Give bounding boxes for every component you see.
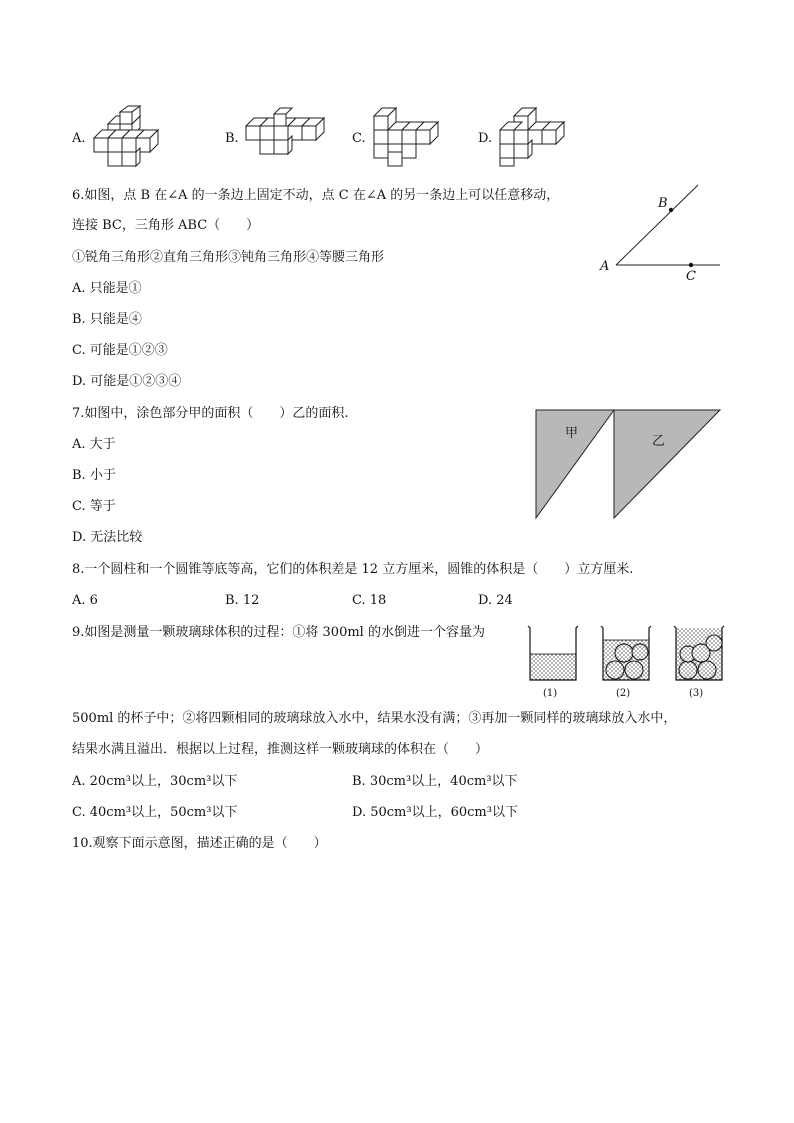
q8-option-d[interactable]: D. 24: [478, 593, 513, 608]
q7-shaded-figure: [534, 408, 722, 520]
q7-stem: 7.如图中，涂色部分甲的面积（ ）乙的面积.: [72, 406, 349, 421]
label-a: A: [600, 259, 610, 274]
q10-stem: 10.观察下面示意图，描述正确的是（ ）: [72, 836, 327, 851]
q7-option-b[interactable]: B. 小于: [72, 468, 116, 483]
q6-option-a[interactable]: A. 只能是①: [72, 281, 142, 296]
q8-option-b[interactable]: B. 12: [225, 593, 260, 608]
q6-option-b[interactable]: B. 只能是④: [72, 312, 142, 327]
q6-stem-line2: 连接 BC，三角形 ABC（ ）: [72, 218, 260, 233]
shape-yi: [614, 410, 720, 518]
label-b: B: [658, 196, 668, 211]
q9-option-d[interactable]: D. 50cm³以上，60cm³以下: [352, 805, 518, 820]
q7-option-d[interactable]: D. 无法比较: [72, 530, 143, 545]
cup-3: [674, 626, 724, 680]
q5-option-a-cubes: [90, 106, 170, 170]
q9-cups-figure: [525, 624, 725, 700]
label-yi: 乙: [652, 434, 666, 449]
q5-option-d-label: D.: [478, 131, 493, 146]
q8-option-c[interactable]: C. 18: [352, 593, 387, 608]
point-b: [669, 208, 673, 212]
q6-angle-figure: [598, 180, 728, 285]
q7-option-a[interactable]: A. 大于: [72, 437, 116, 452]
cup-2-caption: (2): [616, 688, 631, 699]
q5-option-d-cubes: [496, 104, 576, 170]
q5-option-c-cubes: [370, 104, 450, 170]
cup-3-caption: (3): [689, 688, 704, 699]
q9-stem-line2: 500ml 的杯子中；②将四颗相同的玻璃球放入水中，结果水没有满；③再加一颗同样的玻璃球放入水中，: [72, 711, 677, 726]
q5-option-c-label: C.: [352, 131, 366, 146]
cup-1-caption: (1): [543, 688, 558, 699]
point-c: [689, 263, 693, 267]
q9-option-c[interactable]: C. 40cm³以上，50cm³以下: [72, 805, 238, 820]
cup-2: [601, 626, 651, 680]
q5-option-a-label: A.: [72, 131, 86, 146]
q9-stem-line3: 结果水满且溢出．根据以上过程，推测这样一颗玻璃球的体积在（ ）: [72, 742, 489, 757]
q6-stem-line1: 6.如图，点 B 在∠A 的一条边上固定不动，点 C 在∠A 的另一条边上可以任意移动，: [72, 188, 560, 203]
q9-option-b[interactable]: B. 30cm³以上，40cm³以下: [352, 774, 518, 789]
q8-stem: 8.一个圆柱和一个圆锥等底等高，它们的体积差是 12 立方厘米，圆锥的体积是（ ）立方厘米.: [72, 562, 634, 577]
q6-option-c[interactable]: C. 可能是①②③: [72, 343, 168, 358]
q9-option-a[interactable]: A. 20cm³以上，30cm³以下: [72, 774, 238, 789]
label-jia: 甲: [565, 426, 579, 441]
q5-option-b-cubes: [244, 112, 328, 166]
q6-option-d[interactable]: D. 可能是①②③④: [72, 374, 182, 389]
cup-1: [528, 626, 578, 680]
label-c: C: [686, 269, 696, 284]
q5-option-b-label: B.: [225, 131, 239, 146]
q8-option-a[interactable]: A. 6: [72, 593, 98, 608]
q9-stem-line1: 9.如图是测量一颗玻璃球体积的过程：①将 300ml 的水倒进一个容量为: [72, 625, 485, 640]
q7-option-c[interactable]: C. 等于: [72, 499, 116, 514]
q6-statements: ①锐角三角形②直角三角形③钝角三角形④等腰三角形: [72, 250, 385, 265]
